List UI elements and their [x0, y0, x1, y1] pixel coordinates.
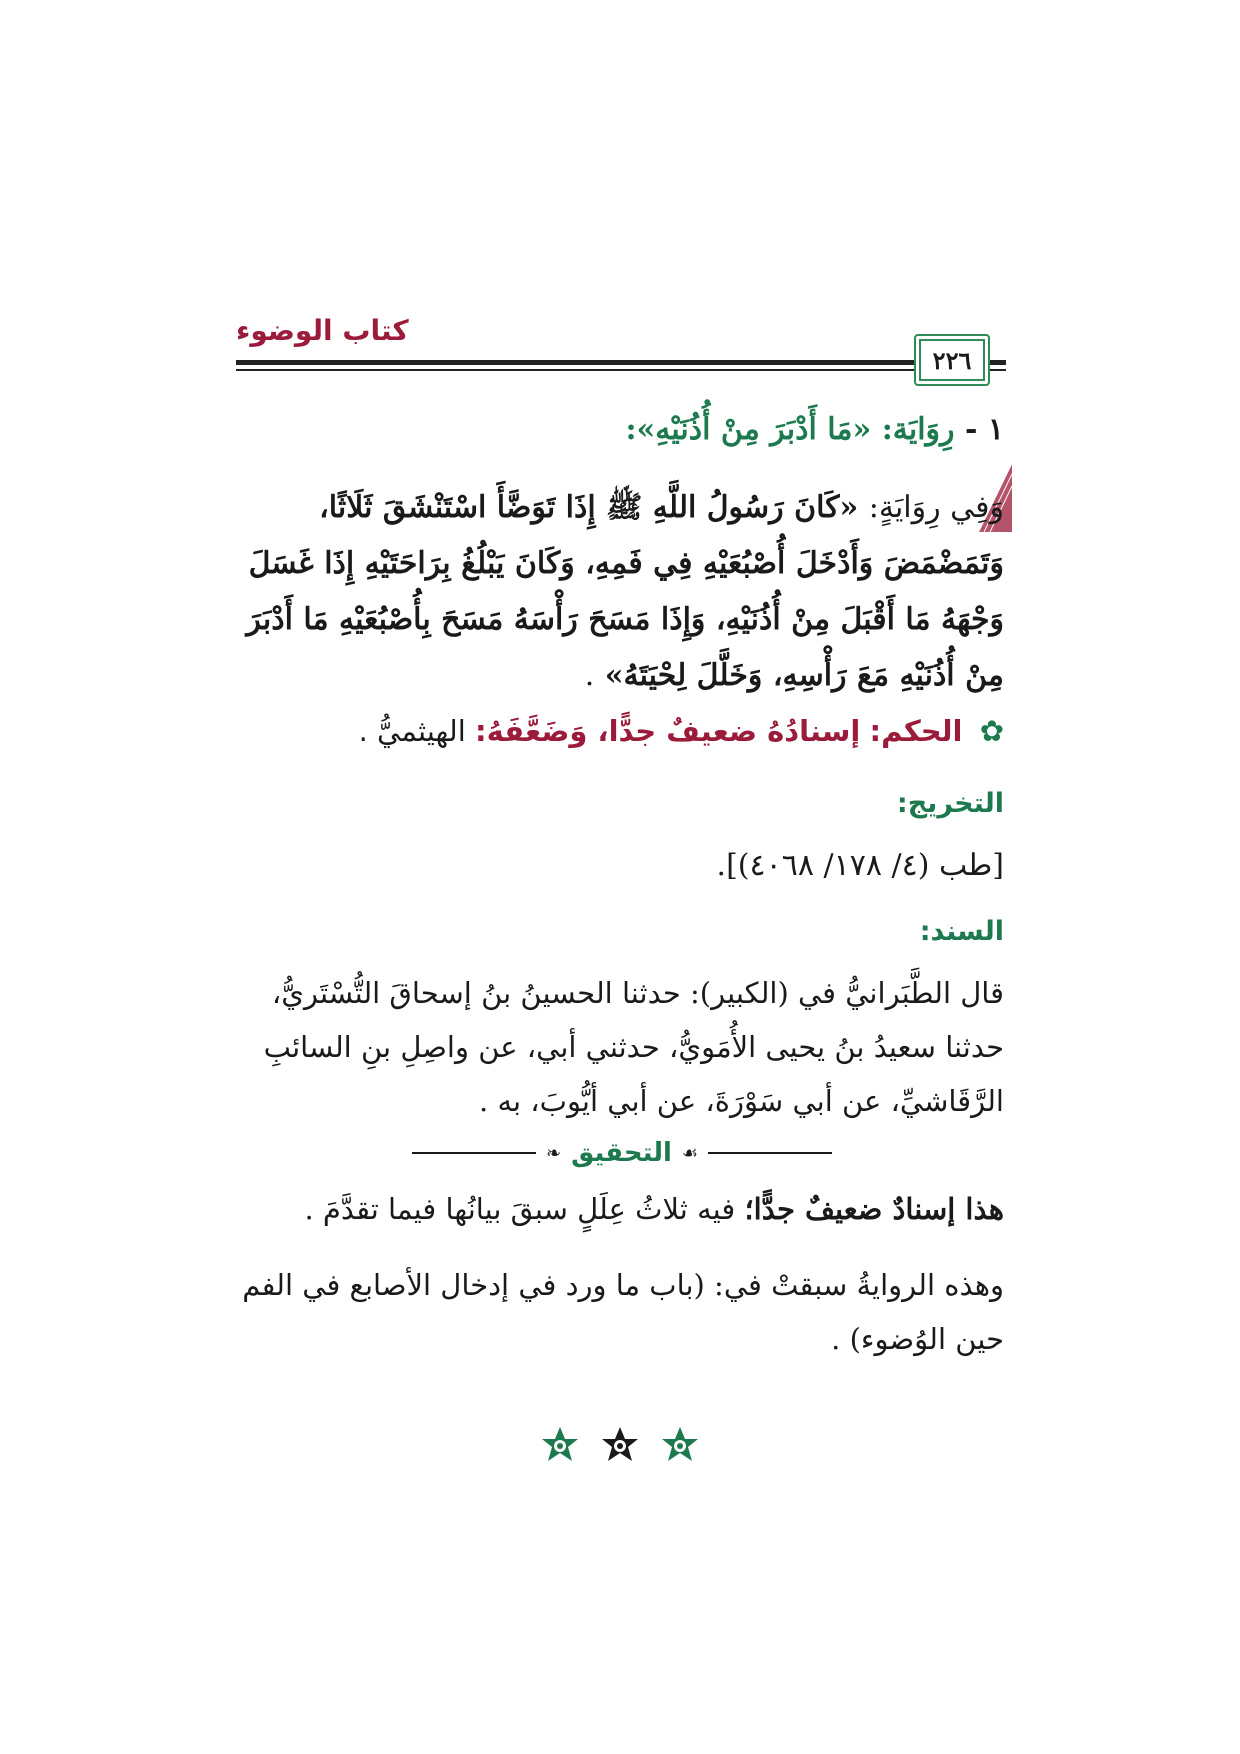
divider-line-right — [708, 1152, 832, 1154]
sanad-text: قال الطَّبَرانيُّ في (الكبير): حدثنا الحسينُ بنُ إسحاقَ التُّسْتَريُّ، حدثنا سعيدُ بنُ يحيى الأُمَويُّ، حدثني أبي، عن واصِلِ بنِ السائبِ الرَّقَاشيِّ، عن أبي سَوْرَةَ، عن أبي أيُّوبَ، به . — [263, 976, 1004, 1118]
hadith-intro: وَفِي رِوَايَةٍ: — [868, 490, 1004, 525]
hadith-text: «كَانَ رَسُولُ اللَّهِ ﷺ إِذَا تَوَضَّأَ اسْتَنْشَقَ ثَلَاثًا، وَتَمَضْمَضَ وَأَدْخَلَ أُصْبُعَيْهِ فِي فَمِهِ، وَكَانَ يَبْلُغُ بِرَاحَتَيْهِ إِذَا غَسَلَ وَجْهَهُ مَا أَقْبَلَ مِنْ أُذُنَيْهِ، وَإِذَا مَسَحَ رَأْسَهُ مَسَحَ بِأُصْبُعَيْهِ مَا أَدْبَرَ مِنْ أُذُنَيْهِ مَعَ رَأْسِهِ، وَخَلَّلَ لِحْيَتَهُ» — [246, 490, 1004, 693]
page-number: ٢٢٦ — [914, 334, 990, 386]
tahqiq-line-2: وهذه الروايةُ سبقتْ في: (باب ما ورد في إدخال الأصابع في الفم حين الوُضوء) . — [242, 1268, 1004, 1356]
section-number: ١ - — [964, 412, 1004, 447]
ruling-by: الهيثميُّ . — [358, 714, 466, 748]
section-heading — [228, 412, 1004, 447]
book-title: كتاب الوضوء — [236, 314, 409, 347]
tahqiq-bold: هذا إسنادٌ ضعيفٌ جدًّا؛ — [744, 1192, 1004, 1226]
divider-line-left — [412, 1152, 536, 1154]
star-ornament-icon — [660, 1426, 700, 1466]
tahqiq-rest: فيه ثلاثُ عِلَلٍ سبقَ بيانُها فيما تقدَّمَ . — [304, 1192, 736, 1226]
flower-ornament-icon: ✿ — [979, 714, 1004, 748]
tahqiq-divider — [412, 1133, 832, 1173]
star-ornament-icon — [600, 1426, 640, 1466]
section-heading-text: رِوَايَة: «مَا أَدْبَرَ مِنْ أُذُنَيْهِ»: — [625, 412, 955, 447]
divider-ornament-icon: ❧ — [545, 1142, 562, 1164]
tahqiq-heading: التحقيق — [571, 1138, 672, 1168]
divider-ornament-icon: ☙ — [681, 1142, 699, 1164]
takhrij-text: [طب (٤/ ١٧٨/ ٤٠٦٨)]. — [716, 848, 1004, 883]
hadith-end: . — [584, 658, 595, 693]
ruling-label: الحكم: — [869, 714, 963, 748]
takhrij-heading: التخريج: — [896, 788, 1004, 819]
tahqiq-line-1 — [228, 1192, 1004, 1226]
sanad-heading: السند: — [919, 916, 1004, 947]
ruling-value: إسنادُهُ ضعيفٌ جدًّا، وَضَعَّفَهُ: — [474, 714, 861, 748]
header-rule-thick — [236, 360, 1006, 365]
hadith-paragraph — [228, 480, 1004, 704]
ruling-line — [228, 714, 1004, 748]
star-ornament-icon — [540, 1426, 580, 1466]
footer-ornaments — [540, 1424, 700, 1468]
header-rule-thin — [236, 369, 1006, 371]
